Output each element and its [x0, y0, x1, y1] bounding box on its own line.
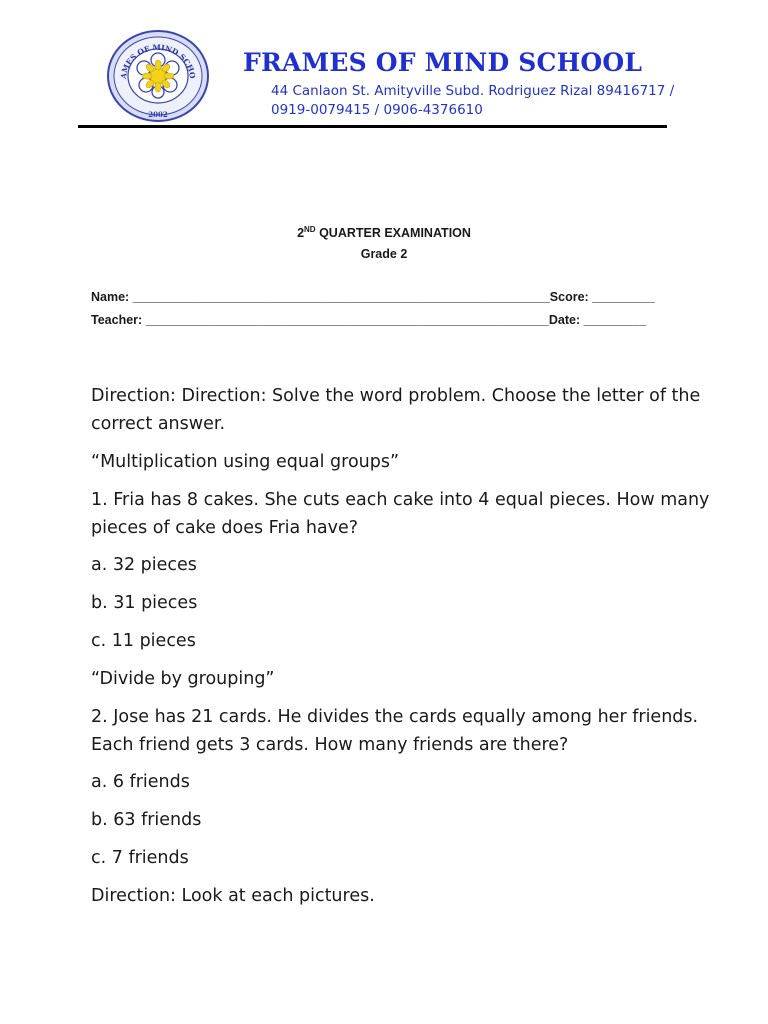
q1-option-a: a. 32 pieces: [91, 555, 197, 575]
exam-grade: Grade 2: [360, 247, 408, 261]
topic-heading-multiplication: “Multiplication using equal groups”: [91, 452, 400, 472]
question-1: [91, 486, 731, 542]
topic-heading-division: “Divide by grouping”: [91, 669, 275, 689]
school-seal-logo: [104, 28, 212, 124]
exam-title: [0, 225, 768, 240]
address-line-2: 0919-0079415 / 0906-4376610: [271, 102, 483, 118]
q2-option-b: b. 63 friends: [91, 810, 202, 830]
teacher-date-field[interactable]: Teacher: __________________________________________________________Date: _________: [91, 313, 647, 327]
q2-option-a: a. 6 friends: [91, 772, 190, 792]
direction-text: Direction: Direction: Solve the word problem. Choose the letter of the correct answer.: [91, 386, 701, 434]
question-2-text: 2. Jose has 21 cards. He divides the cards equally among her friends. Each friend gets 3 cards. How many friends are there?: [91, 707, 699, 755]
school-name: FRAMES OF MIND SCHOOL: [243, 48, 643, 77]
address-line-1: 44 Canlaon St. Amityville Subd. Rodriguez Rizal 89416717 /: [271, 83, 675, 99]
question-2: [91, 703, 731, 759]
school-address: [271, 82, 711, 120]
direction-instructions: [91, 382, 731, 438]
header-divider: [78, 125, 667, 128]
q2-option-c: c. 7 friends: [91, 848, 189, 868]
svg-text:FRAMES OF MIND SCHOOL: AMES OF MIND SCHO: [118, 42, 198, 80]
svg-text:2002: 2002: [148, 110, 168, 119]
direction-pictures: Direction: Look at each pictures.: [91, 886, 375, 906]
exam-title-number: 2: [297, 226, 305, 241]
name-score-field[interactable]: Name: ____________________________________________________________Score: _________: [91, 290, 655, 304]
exam-title-ordinal: ND: [304, 225, 316, 234]
question-1-text: 1. Fria has 8 cakes. She cuts each cake into 4 equal pieces. How many pieces of cake does Fria have?: [91, 490, 710, 538]
q1-option-b: b. 31 pieces: [91, 593, 198, 613]
q1-option-c: c. 11 pieces: [91, 631, 196, 651]
exam-title-text: QUARTER EXAMINATION: [315, 226, 471, 241]
